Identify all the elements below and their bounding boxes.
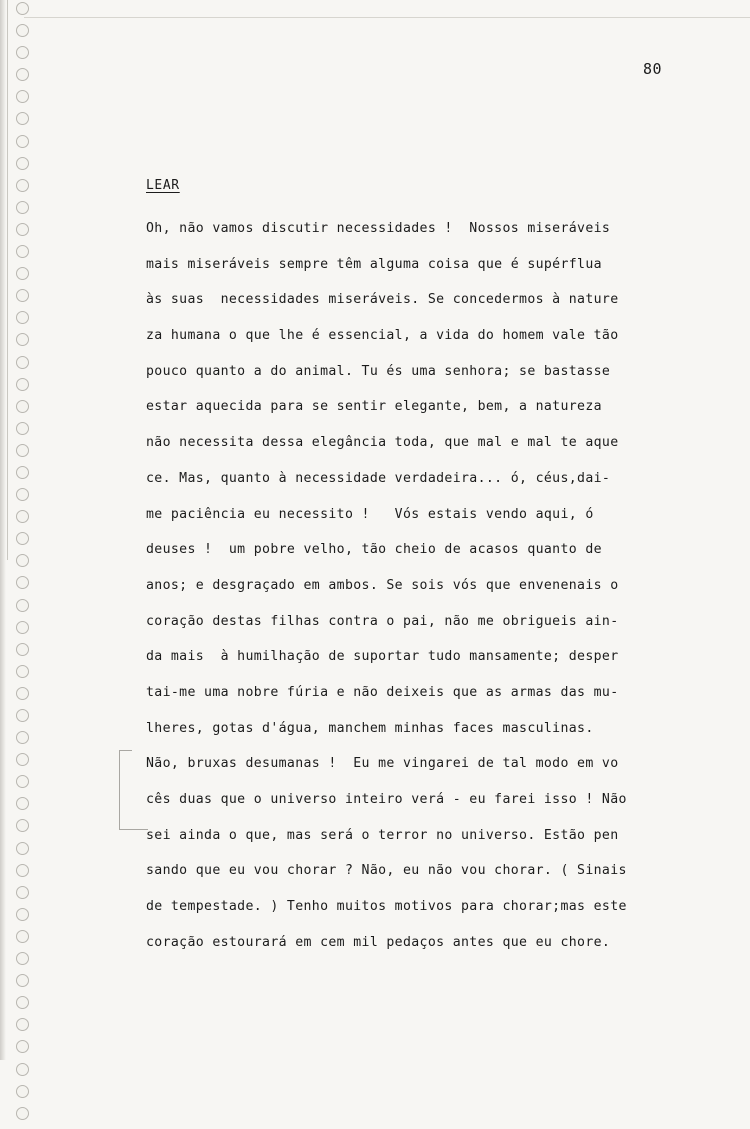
punch-hole <box>16 289 29 302</box>
punch-hole <box>16 444 29 457</box>
punch-hole <box>16 974 29 987</box>
text-line: deuses ! um pobre velho, tão cheio de acasos quanto de <box>146 542 602 558</box>
text-line: mais miseráveis sempre têm alguma coisa que é supérflua <box>146 256 602 272</box>
punch-hole <box>16 731 29 744</box>
text-line: tai-me uma nobre fúria e não deixeis que as armas das mu- <box>146 684 619 700</box>
punch-hole <box>16 267 29 280</box>
punch-hole <box>16 245 29 258</box>
punch-hole <box>16 886 29 899</box>
punch-hole <box>16 466 29 479</box>
text-line: lheres, gotas d'água, manchem minhas faces masculinas. <box>146 720 594 736</box>
text-line: za humana o que lhe é essencial, a vida do homem vale tão <box>146 328 619 344</box>
punch-hole <box>16 46 29 59</box>
punch-hole <box>16 1040 29 1053</box>
text-line: da mais à humilhação de suportar tudo mansamente; desper <box>146 649 619 665</box>
punch-hole <box>16 157 29 170</box>
text-line: pouco quanto a do animal. Tu és uma senhora; se bastasse <box>146 363 611 379</box>
punch-hole <box>16 422 29 435</box>
punch-hole <box>16 1085 29 1098</box>
punch-hole <box>16 532 29 545</box>
punch-hole <box>16 90 29 103</box>
punch-hole <box>16 400 29 413</box>
text-line: anos; e desgraçado em ambos. Se sois vós que envenenais o <box>146 577 619 593</box>
text-line: coração estourará em cem mil pedaços antes que eu chore. <box>146 934 611 950</box>
punch-hole <box>16 378 29 391</box>
text-line: às suas necessidades miseráveis. Se concedermos à nature <box>146 292 619 308</box>
punch-hole <box>16 333 29 346</box>
punch-hole <box>16 665 29 678</box>
punch-hole <box>16 753 29 766</box>
punch-hole <box>16 24 29 37</box>
text-line: não necessita dessa elegância toda, que mal e mal te aque <box>146 435 619 451</box>
binding-shadow <box>0 0 6 1060</box>
speaker-heading: LEAR <box>146 178 180 193</box>
punch-hole <box>16 842 29 855</box>
punch-hole <box>16 576 29 589</box>
text-line: sei ainda o que, mas será o terror no universo. Estão pen <box>146 827 619 843</box>
punch-hole <box>16 621 29 634</box>
punch-hole <box>16 864 29 877</box>
punch-hole <box>16 2 29 15</box>
punch-hole <box>16 687 29 700</box>
punch-hole <box>16 356 29 369</box>
binding-line <box>7 0 8 560</box>
punch-hole <box>16 952 29 965</box>
punch-hole <box>16 775 29 788</box>
text-line: ce. Mas, quanto à necessidade verdadeira... ó, céus,dai- <box>146 470 611 486</box>
text-line: sando que eu vou chorar ? Não, eu não vou chorar. ( Sinais <box>146 863 627 879</box>
text-line: de tempestade. ) Tenho muitos motivos para chorar;mas este <box>146 899 627 915</box>
text-line: Oh, não vamos discutir necessidades ! Nossos miseráveis <box>146 221 611 236</box>
text-line: estar aquecida para se sentir elegante, bem, a natureza <box>146 399 602 415</box>
punch-hole <box>16 488 29 501</box>
punch-hole <box>16 908 29 921</box>
punch-hole <box>16 135 29 148</box>
punch-hole <box>16 996 29 1009</box>
punch-hole <box>16 179 29 192</box>
punch-hole <box>16 1107 29 1120</box>
punch-hole <box>16 709 29 722</box>
text-line: me paciência eu necessito ! Vós estais vendo aqui, ó <box>146 506 594 522</box>
punch-hole <box>16 311 29 324</box>
punch-hole <box>16 554 29 567</box>
punch-hole <box>16 643 29 656</box>
page-number: 80 <box>643 60 663 78</box>
punch-hole <box>16 68 29 81</box>
punch-hole <box>16 797 29 810</box>
text-line: coração destas filhas contra o pai, não me obrigueis ain- <box>146 613 619 629</box>
punch-hole <box>16 1063 29 1076</box>
punch-hole <box>16 599 29 612</box>
punch-hole <box>16 112 29 125</box>
punch-hole <box>16 201 29 214</box>
speech-text <box>146 216 736 965</box>
punch-hole <box>16 819 29 832</box>
punch-hole <box>16 1018 29 1031</box>
punch-hole <box>16 223 29 236</box>
top-rule <box>24 17 750 18</box>
punch-holes <box>16 2 36 1129</box>
text-line: Não, bruxas desumanas ! Eu me vingarei de tal modo em vo <box>146 756 619 772</box>
punch-hole <box>16 930 29 943</box>
text-line: cês duas que o universo inteiro verá - eu farei isso ! Não <box>146 792 627 807</box>
punch-hole <box>16 510 29 523</box>
margin-bracket-mark <box>119 750 148 830</box>
